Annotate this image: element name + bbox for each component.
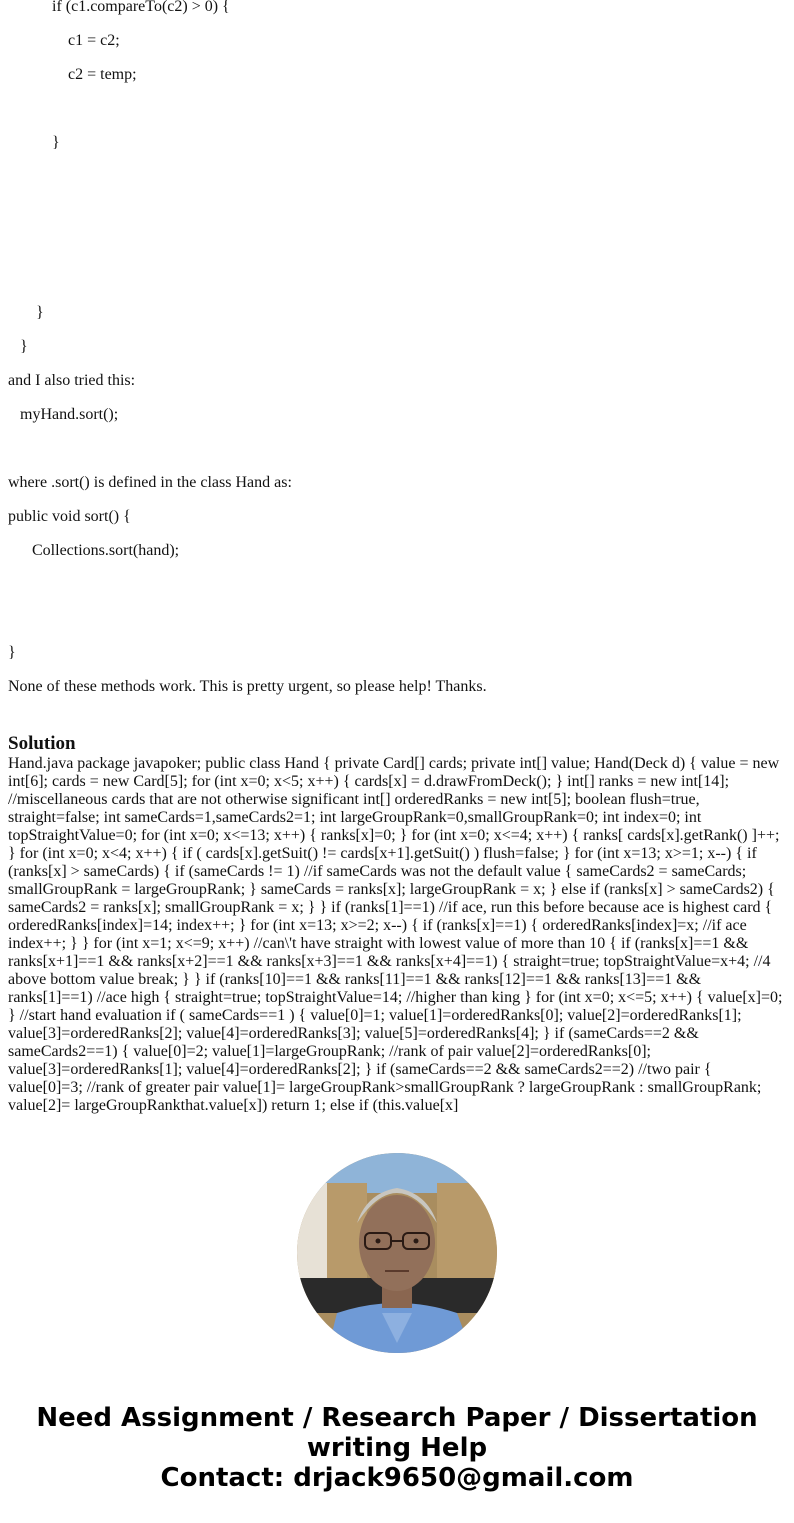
promo-line-1: Need Assignment / Research Paper / Dissertation bbox=[36, 1403, 758, 1433]
promo-line-2: writing Help bbox=[306, 1433, 488, 1463]
solution-heading: Solution bbox=[8, 733, 76, 754]
code-line: Collections.sort(hand); bbox=[32, 542, 180, 559]
author-photo-icon bbox=[297, 1153, 497, 1353]
code-line: } bbox=[20, 338, 28, 355]
promo-banner bbox=[0, 1403, 794, 1493]
code-line: c1 = c2; bbox=[68, 32, 120, 49]
code-line: } bbox=[52, 134, 60, 151]
code-line: None of these methods work. This is pretty urgent, so please help! Thanks. bbox=[8, 678, 487, 695]
code-line: } bbox=[36, 304, 44, 321]
code-line: if (c1.compareTo(c2) > 0) { bbox=[52, 0, 230, 15]
promo-contact: Contact: drjack9650@gmail.com bbox=[160, 1463, 634, 1493]
code-line: and I also tried this: bbox=[8, 372, 136, 389]
solution-body: Hand.java package javapoker; public class Hand { private Card[] cards; private int[] value; Hand(Deck d) { value = new int[6]; cards = new Card[5]; for (int x=0; x<5; x++) { cards[x] = d.drawFromDeck(); } int[] ranks = new int[14]; //miscellaneous cards that are not otherwise significant int[] orderedRanks = new int[5]; boolean flush=true, straight=false; int sameCards=1,sameCards2=1; int largeGroupRank=0,smallGroupRank=0; int index=0; int topStraightValue=0; for (int x=0; x<=13; x++) { ranks[x]=0; } for (int x=0; x<=4; x++) { ranks[ cards[x].getRank() ]++; } for (int x=0; x<4; x++) { if ( cards[x].getSuit() != cards[x+1].getSuit() ) flush=false; } for (int x=13; x>=1; x--) { if (ranks[x] > sameCards) { if (sameCards != 1) //if sameCards was not the default value { sameCards2 = sameCards; smallGroupRank = largeGroupRank; } sameCards = ranks[x]; largeGroupRank = x; } else if (ranks[x] > sameCards2) { sameCards2 = ranks[x]; smallGroupRank = x; } } if (ranks[1]==1) //if ace, run this before because ace is highest card { orderedRanks[index]=14; index++; } for (int x=13; x>=2; x--) { if (ranks[x]==1) { orderedRanks[index]=x; //if ace index++; } } for (int x=1; x<=9; x++) //can\'t have straight with lowest value of more than 10 { if (ranks[x]==1 && ranks[x+1]==1 && ranks[x+2]==1 && ranks[x+3]==1 && ranks[x+4]==1) { straight=true; topStraightValue=x+4; //4 above bottom value break; } } if (ranks[10]==1 && ranks[11]==1 && ranks[12]==1 && ranks[13]==1 && ranks[1]==1) //ace high { straight=true; topStraightValue=14; //higher than king } for (int x=0; x<=5; x++) { value[x]=0; } //start hand evaluation if ( sameCards==1 ) { value[0]=1; value[1]=orderedRanks[0]; value[2]=orderedRanks[1]; value[3]=orderedRanks[2]; value[4]=orderedRanks[3]; value[5]=orderedRanks[4]; } if (sameCards==2 && sameCards2==1) { value[0]=2; value[1]=largeGroupRank; //rank of pair value[2]=orderedRanks[0]; value[3]=orderedRanks[1]; value[4]=orderedRanks[2]; } if (sameCards==2 && sameCards2==2) //two pair { value[0]=3; //rank of greater pair value[1]= largeGroupRank>smallGroupRank ? largeGroupRank : smallGroupRank; value[2]= largeGroupRankthat.value[x]) return 1; else if (this.value[x] bbox=[8, 755, 783, 1114]
avatar bbox=[297, 1153, 497, 1353]
code-line: public void sort() { bbox=[8, 508, 131, 525]
code-line: where .sort() is defined in the class Hand as: bbox=[8, 474, 292, 491]
code-line: } bbox=[8, 644, 16, 661]
code-line: myHand.sort(); bbox=[20, 406, 119, 423]
code-line: c2 = temp; bbox=[68, 66, 137, 83]
